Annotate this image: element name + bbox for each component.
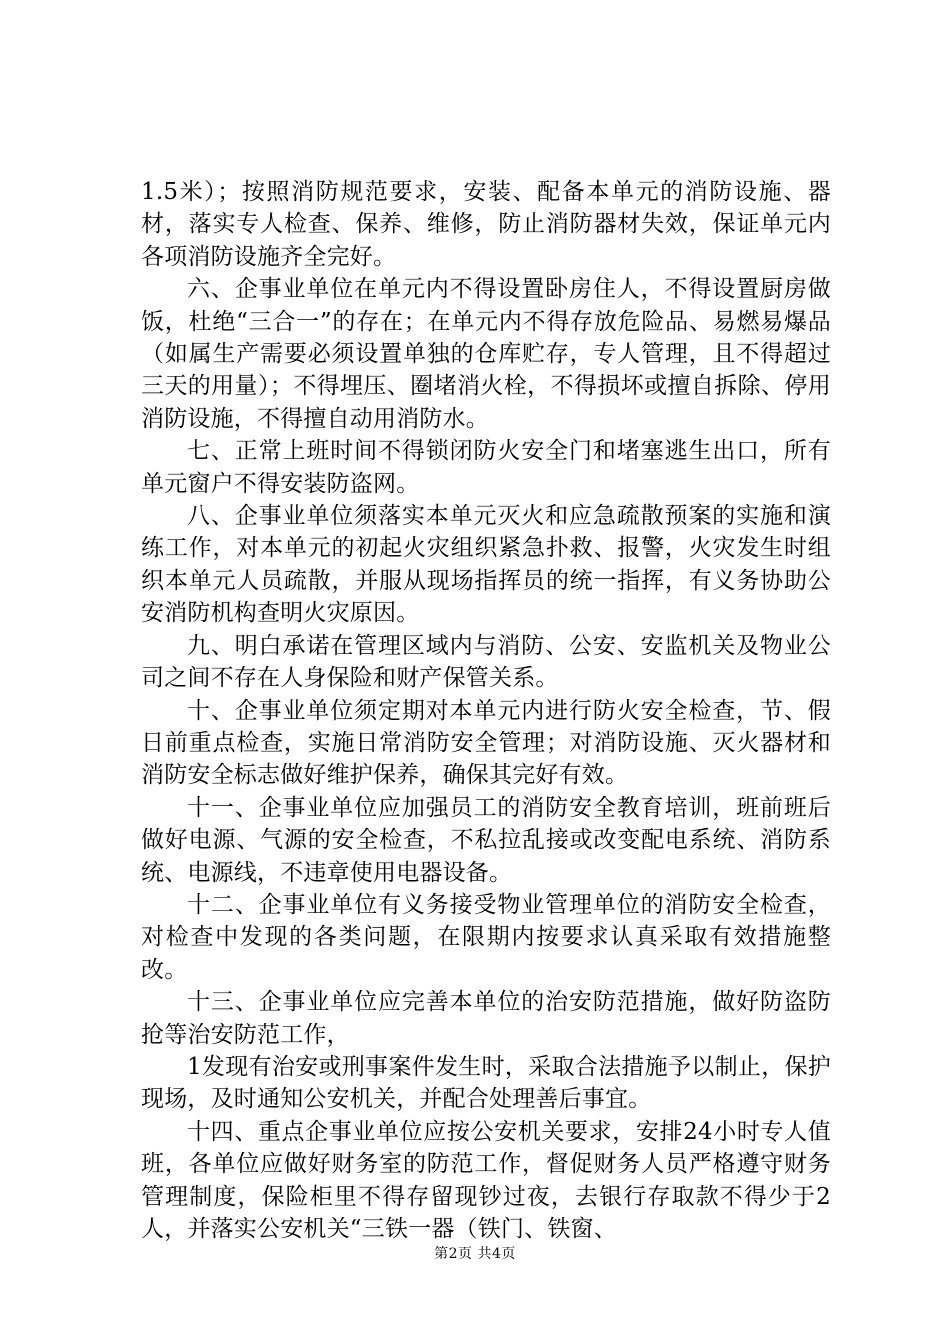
paragraph-8: 十二、企事业单位有义务接受物业管理单位的消防安全检查，对检查中发现的各类问题，在限期内按要求认真采取有效措施整改。 bbox=[141, 891, 831, 983]
paragraph-11: 十四、重点企事业单位应按公安机关要求，安排24小时专人值班，各单位应做好财务室的防范工作，督促财务人员严格遵守财务管理制度，保险柜里不得存留现钞过夜，去银行存取款不得少于2人，并落实公安机关“三铁一器（铁门、铁窗、 bbox=[141, 1118, 831, 1242]
paragraph-10: 1发现有治安或刑事案件发生时，采取合法措施予以制止，保护现场，及时通知公安机关，并配合处理善后事宜。 bbox=[141, 1053, 831, 1113]
paragraph-1: 1.5米）；按照消防规范要求，安装、配备本单元的消防设施、器材，落实专人检查、保养、维修，防止消防器材失效，保证单元内各项消防设施齐全完好。 bbox=[141, 179, 831, 270]
body-text bbox=[141, 176, 831, 1245]
paragraph-3: 七、正常上班时间不得锁闭防火安全门和堵塞逃生出口，所有单元窗户不得安装防盗网。 bbox=[141, 438, 831, 497]
paragraph-6: 十、企事业单位须定期对本单元内进行防火安全检查，节、假日前重点检查，实施日常消防安全管理；对消防设施、灭火器材和消防安全标志做好维护保养，确保其完好有效。 bbox=[141, 697, 831, 789]
paragraph-4: 八、企事业单位须落实本单元灭火和应急疏散预案的实施和演练工作，对本单元的初起火灾组织紧急扑救、报警，火灾发生时组织本单元人员疏散，并服从现场指挥员的统一指挥，有义务协助公安消防机构查明火灾原因。 bbox=[141, 503, 831, 627]
paragraph-2: 六、企事业单位在单元内不得设置卧房住人，不得设置厨房做饭，杜绝“三合一”的存在；在单元内不得存放危险品、易燃易爆品（如属生产需要必须设置单独的仓库贮存，专人管理，且不得超过三天的用量）；不得埋压、圈堵消火栓，不得损坏或擅自拆除、停用消防设施，不得擅自动用消防水。 bbox=[141, 276, 831, 432]
paragraph-7: 十一、企事业单位应加强员工的消防安全教育培训，班前班后做好电源、气源的安全检查，不私拉乱接或改变配电系统、消防系统、电源线，不违章使用电器设备。 bbox=[141, 794, 831, 886]
paragraph-5: 九、明白承诺在管理区域内与消防、公安、安监机关及物业公司之间不存在人身保险和财产保管关系。 bbox=[141, 632, 831, 692]
paragraph-9: 十三、企事业单位应完善本单位的治安防范措施，做好防盗防抢等治安防范工作， bbox=[141, 989, 831, 1048]
page-footer: 第2页 共4页 bbox=[434, 1246, 516, 1262]
